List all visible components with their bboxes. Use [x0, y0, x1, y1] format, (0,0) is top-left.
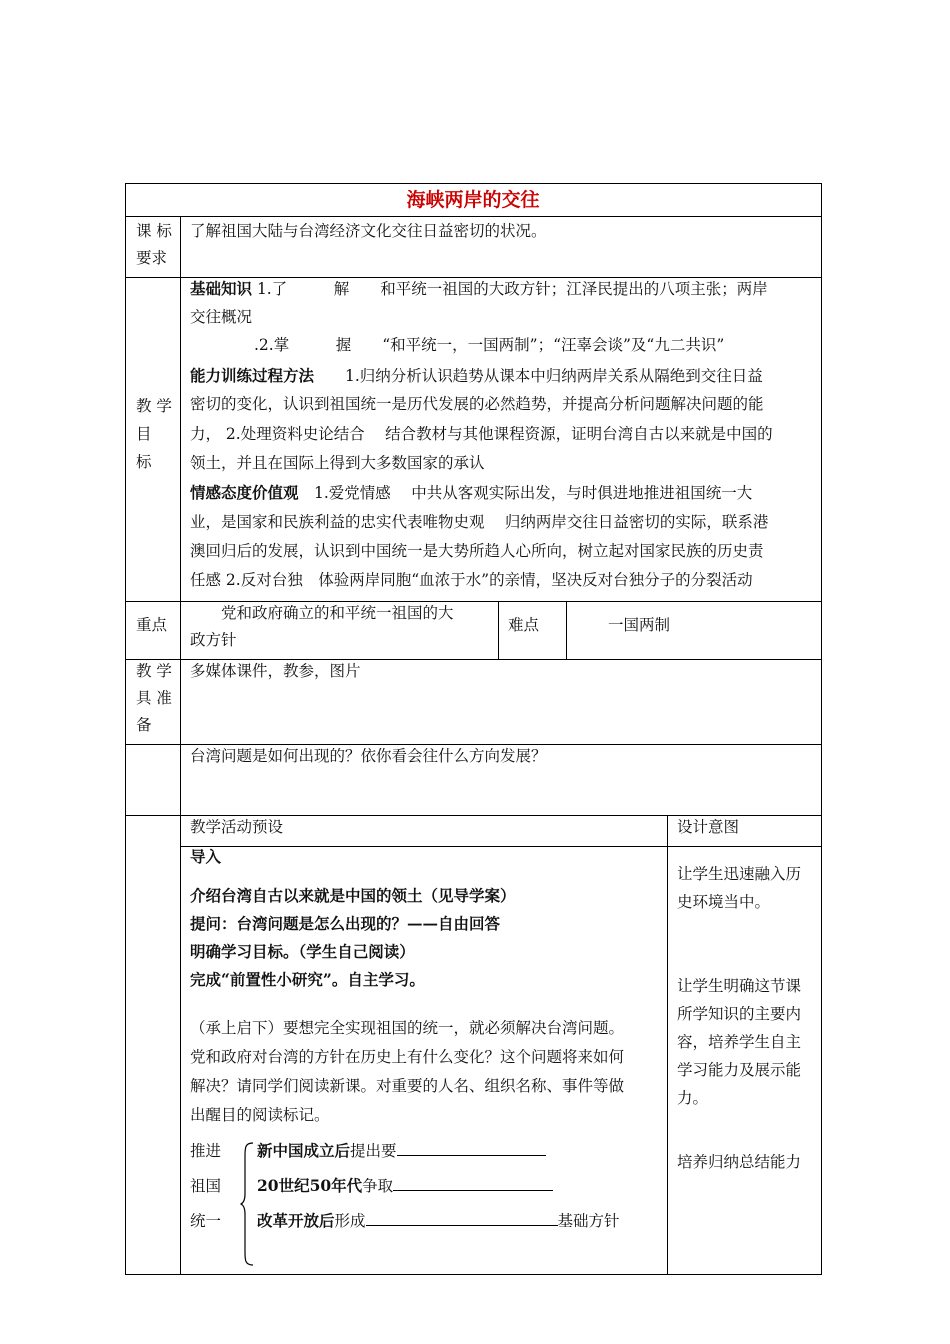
fill-2-text: 争取	[362, 1177, 394, 1195]
ability-line-2: 密切的变化，认识到祖国统一是历代发展的必然趋势，并提高分析问题解决问题的能	[190, 395, 764, 413]
knowledge-line-1	[190, 275, 768, 303]
objectives-label-1: 教 学	[136, 397, 172, 415]
table-border-top	[125, 183, 822, 184]
page-title: 海峡两岸的交往	[406, 189, 540, 211]
activity-item-4: 完成“前置性小研究”。自主学习。	[190, 970, 425, 989]
fill-line-3	[257, 1207, 620, 1235]
label-column-divider	[180, 216, 181, 1274]
ability-line-4: 领土，并且在国际上得到大多数国家的承认	[190, 454, 485, 472]
intent-2-line-3: 容，培养学生自主	[677, 1033, 802, 1051]
fill-2-bold: 20世纪50年代	[257, 1176, 363, 1195]
intent-2-line-1: 让学生明确这节课	[677, 977, 802, 995]
activity-item-2: 提问：台湾问题是怎么出现的？——自由回答	[190, 914, 501, 933]
knowledge-text-1: 1.了 解 和平统一祖国的大政方针；江泽民提出的八项主张；两岸	[252, 280, 768, 298]
activity-para-3: 解决？请同学们阅读新课。对重要的人名、组织名称、事件等做	[190, 1077, 625, 1095]
activity-item-3: 明确学习目标。（学生自己阅读）	[190, 942, 415, 961]
emotion-line-2: 业，是国家和民族利益的忠实代表唯物史观 归纳两岸交往日益密切的实际，联系港	[190, 513, 769, 531]
intent-2-line-4: 学习能力及展示能	[677, 1061, 802, 1079]
side-label-3: 统一	[190, 1212, 222, 1230]
fill-1-blank	[397, 1139, 546, 1156]
fill-3-tail: 基础方针	[557, 1212, 620, 1230]
fill-3-bold: 改革开放后	[257, 1211, 335, 1230]
fill-line-2	[257, 1172, 553, 1200]
row-divider-activity-header	[180, 846, 822, 847]
preparation-content: 多媒体课件，教参，图片	[190, 662, 361, 680]
keypoints-content-1: 党和政府确立的和平统一祖国的大	[190, 604, 454, 622]
fill-3-text: 形成	[334, 1212, 366, 1230]
emotion-text-1: 1.爱党情感 中共从客观实际出发，与时俱进地推进祖国统一大	[298, 484, 753, 502]
activity-header-left: 教学活动预设	[190, 818, 284, 836]
table-border-left	[125, 183, 126, 1275]
emotion-heading: 情感态度价值观	[190, 483, 299, 502]
fill-2-blank	[393, 1174, 553, 1191]
fill-1-text: 提出要	[350, 1142, 397, 1160]
keypoints-content-2: 政方针	[190, 631, 237, 649]
standard-content: 了解祖国大陆与台湾经济文化交往日益密切的状况。	[190, 222, 547, 240]
ability-heading: 能力训练过程方法	[190, 366, 315, 385]
activity-para-1: （承上启下）要想完全实现祖国的统一，就必须解决台湾问题。	[190, 1019, 625, 1037]
fill-3-blank	[366, 1209, 558, 1226]
fill-line-1	[257, 1137, 546, 1165]
intent-3: 培养归纳总结能力	[677, 1153, 802, 1171]
activity-para-2: 党和政府对台湾的方针在历史上有什么变化？这个问题将来如何	[190, 1048, 625, 1066]
ability-line-1	[190, 362, 763, 390]
side-label-1: 推进	[190, 1142, 222, 1160]
activity-item-1: 介绍台湾自古以来就是中国的领土（见导学案）	[190, 886, 516, 905]
fill-1-bold: 新中国成立后	[257, 1141, 351, 1160]
difficulty-label: 难点	[508, 616, 540, 634]
objectives-label-3: 标	[136, 453, 152, 471]
table-border-right	[821, 183, 822, 1275]
preparation-label-1: 教 学	[136, 662, 172, 680]
side-label-2: 祖国	[190, 1177, 222, 1195]
knowledge-line-3: .2.掌 握 “和平统一，一国两制”；“汪辜会谈”及“九二共识”	[254, 336, 725, 354]
intent-1-line-1: 让学生迅速融入历	[677, 865, 802, 883]
left-brace-icon	[240, 1142, 254, 1266]
activity-column-divider	[667, 815, 668, 1274]
activity-intro: 导入	[190, 847, 222, 866]
intent-2-line-5: 力。	[677, 1089, 709, 1107]
ability-text-1: 1.归纳分析认识趋势从课本中归纳两岸关系从隔绝到交往日益	[314, 367, 763, 385]
emotion-line-3: 澳回归后的发展，认识到中国统一是大势所趋人心所向，树立起对国家民族的历史责	[190, 542, 764, 560]
keypoints-label: 重点	[136, 616, 168, 634]
preparation-label-3: 备	[136, 716, 152, 734]
preparation-label-2: 具 准	[136, 689, 172, 707]
knowledge-heading: 基础知识	[190, 279, 253, 298]
activity-header-right: 设计意图	[677, 818, 740, 836]
intent-2-line-2: 所学知识的主要内	[677, 1005, 802, 1023]
ability-line-3: 力， 2.处理资料史论结合 结合教材与其他课程资源，证明台湾自古以来就是中国的	[190, 425, 773, 443]
activity-para-4: 出醒目的阅读标记。	[190, 1106, 330, 1124]
objectives-label-2: 目	[136, 425, 152, 443]
knowledge-line-2: 交往概况	[190, 308, 253, 326]
difficulty-content: 一国两制	[608, 616, 671, 634]
emotion-line-1	[190, 479, 752, 507]
table-border-bottom	[125, 1274, 822, 1275]
intent-1-line-2: 史环境当中。	[677, 893, 771, 911]
emotion-line-4: 任感 2.反对台独 体验两岸同胞“血浓于水”的亲情，坚决反对台独分子的分裂活动	[190, 571, 753, 589]
keypoints-divider-2	[566, 601, 567, 659]
standard-label-1: 课 标	[136, 222, 172, 240]
keypoints-divider-1	[498, 601, 499, 659]
standard-label-2: 要求	[136, 249, 168, 267]
question-content: 台湾问题是如何出现的？依你看会往什么方向发展？	[190, 747, 547, 765]
